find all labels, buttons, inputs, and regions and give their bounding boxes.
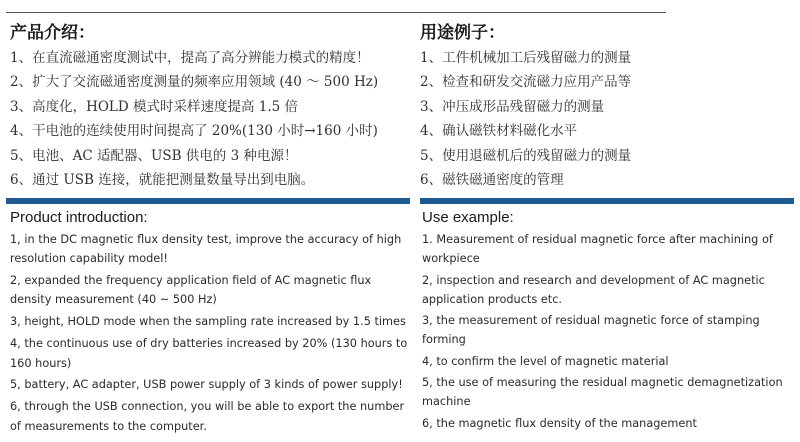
- cn-product-item: 6、通过 USB 连接，就能把测量数量导出到电脑。: [10, 171, 315, 188]
- cn-use-item: 3、冲压成形品残留磁力的测量: [420, 98, 605, 115]
- cn-use-item: 2、检查和研发交流磁力应用产品等: [420, 74, 632, 91]
- en-product-item: 1, in the DC magnetic flux density test, improve the accuracy of high resolution capability model!: [10, 233, 402, 266]
- en-product-heading: Product introduction:: [10, 209, 148, 226]
- section-divider-bar-right: [420, 198, 794, 204]
- en-use-item: 3, the measurement of residual magnetic force of stamping forming: [422, 314, 760, 347]
- top-divider-line: [6, 12, 666, 13]
- cn-use-section: [420, 20, 795, 192]
- en-product-item: 4, the continuous use of dry batteries increased by 20% (130 hours to 160 hours): [10, 337, 408, 370]
- en-product-section: [10, 208, 410, 439]
- en-product-item: 6, through the USB connection, you will be able to export the number of measurements to the computer.: [10, 400, 405, 433]
- cn-use-heading: 用途例子：: [420, 23, 505, 43]
- en-use-item: 1. Measurement of residual magnetic force after machining of workpiece: [422, 233, 773, 266]
- en-use-item: 2, inspection and research and development of AC magnetic application products etc.: [422, 273, 765, 306]
- cn-product-item: 4、干电池的连续使用时间提高了 20%(130 小时→160 小时): [10, 123, 378, 140]
- cn-use-item: 4、确认磁铁材料磁化水平: [420, 123, 578, 140]
- cn-product-item: 5、电池、AC 适配器、USB 供电的 3 种电源！: [10, 147, 298, 164]
- en-product-item: 3, height, HOLD mode when the sampling rate increased by 1.5 times: [10, 315, 406, 329]
- en-product-item: 2, expanded the frequency application field of AC magnetic flux density measurement (40 ~ 500 Hz): [10, 274, 372, 307]
- en-use-item: 4, to confirm the level of magnetic material: [422, 354, 669, 368]
- cn-product-section: [10, 20, 410, 192]
- section-divider-bar-left: [6, 198, 410, 204]
- en-use-section: [422, 208, 797, 435]
- en-use-heading: Use example:: [422, 209, 514, 226]
- cn-product-heading: 产品介绍：: [10, 23, 95, 43]
- cn-use-item: 1、工件机械加工后残留磁力的测量: [420, 50, 632, 66]
- cn-product-item: 3、高度化，HOLD 模式时采样速度提高 1.5 倍: [10, 98, 299, 115]
- cn-product-item: 1、在直流磁通密度测试中，提高了高分辨能力模式的精度！: [10, 50, 370, 66]
- cn-product-item: 2、扩大了交流磁通密度测量的频率应用领域 (40 ～ 500 Hz): [10, 74, 379, 91]
- cn-use-item: 5、使用退磁机后的残留磁力的测量: [420, 147, 632, 164]
- en-product-item: 5, battery, AC adapter, USB power supply of 3 kinds of power supply!: [10, 378, 403, 392]
- en-use-item: 5, the use of measuring the residual magnetic demagnetization machine: [422, 376, 783, 409]
- en-use-item: 6, the magnetic flux density of the management: [422, 416, 697, 430]
- cn-use-item: 6、磁铁磁通密度的管理: [420, 171, 564, 188]
